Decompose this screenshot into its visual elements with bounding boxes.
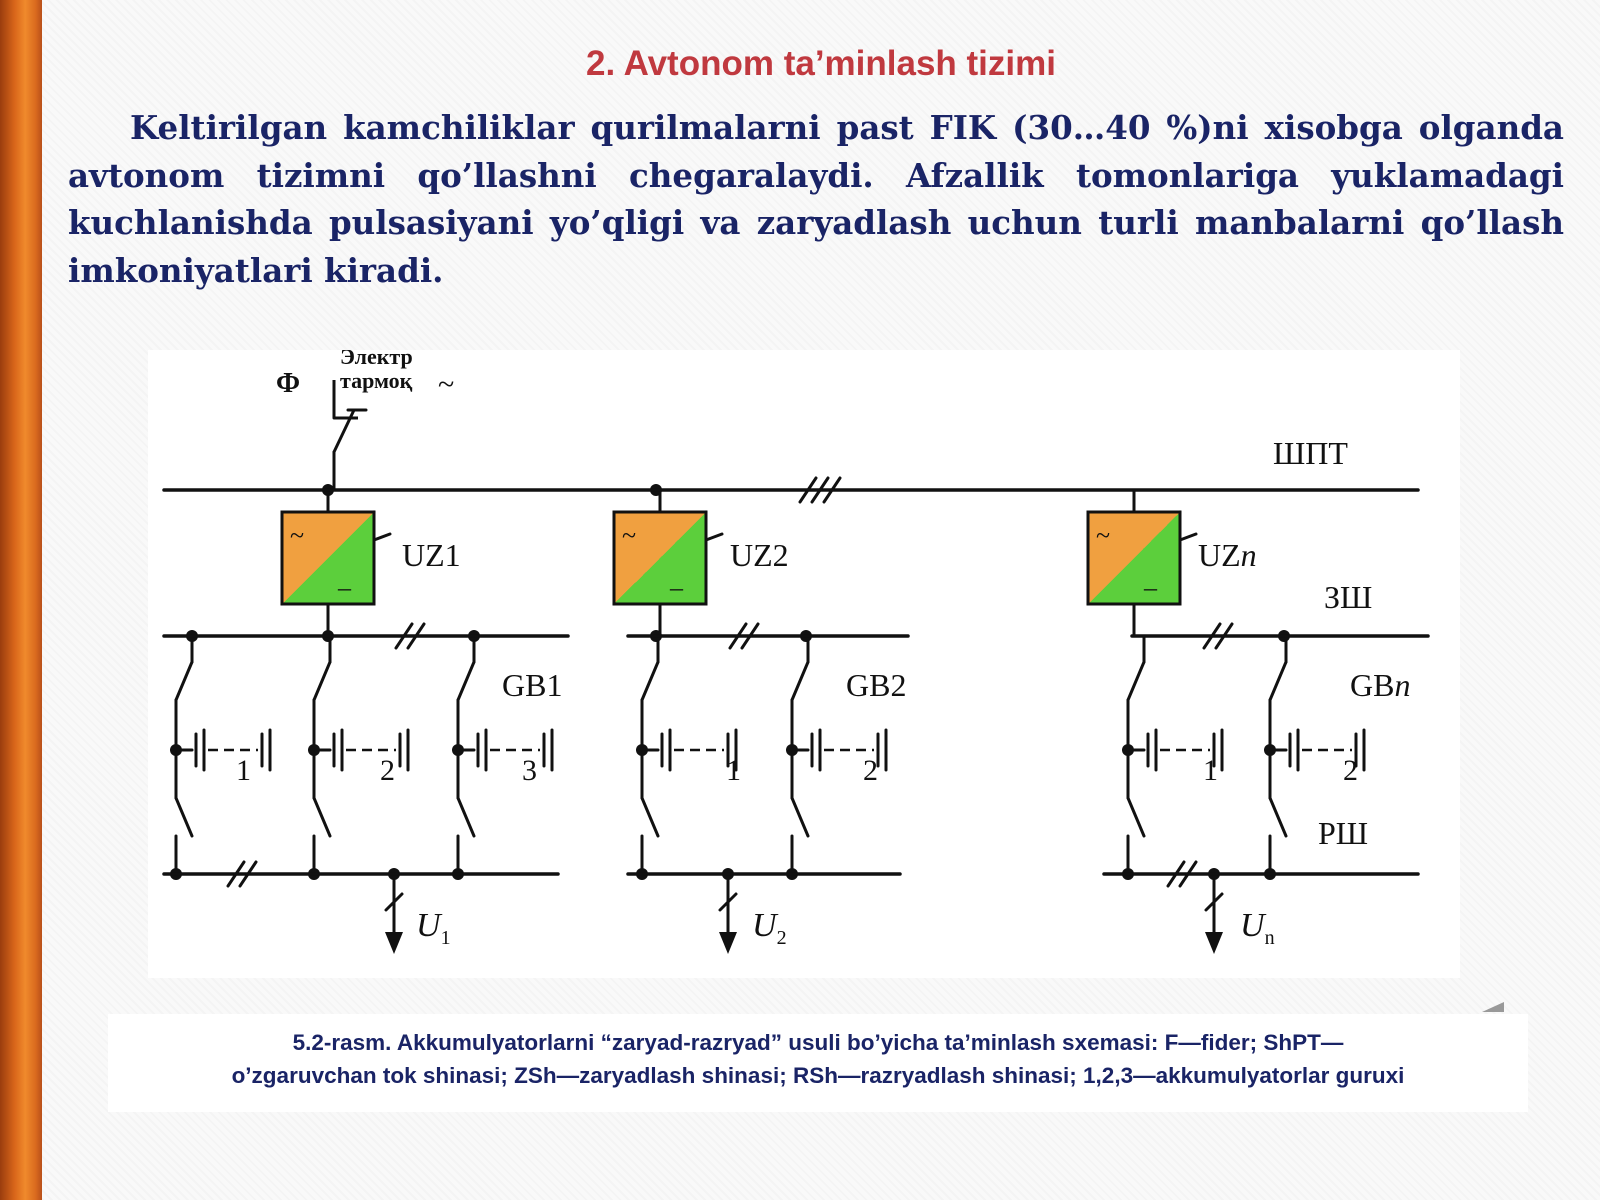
converter-ac-symbol-3: ~ bbox=[1096, 521, 1111, 550]
branch-3-2-lower-switch bbox=[1270, 798, 1286, 836]
converter-dc-symbol-2: – bbox=[670, 573, 683, 602]
battery-number-1-2: 2 bbox=[380, 754, 395, 787]
branch-1-2-upper-switch bbox=[314, 662, 330, 700]
output-label-2: $U_2$ bbox=[752, 907, 787, 949]
bus-discharge-label: РШ bbox=[1318, 815, 1369, 851]
battery-number-3-1: 1 bbox=[1203, 754, 1218, 787]
converter-label-1: UZ1 bbox=[402, 537, 461, 573]
branch-2-2-upper-switch bbox=[792, 662, 808, 700]
branch-1-1-lower-switch bbox=[176, 798, 192, 836]
converter-dc-symbol-3: – bbox=[1144, 573, 1157, 602]
battery-number-1-1: 1 bbox=[236, 754, 251, 787]
battery-number-1-3: 3 bbox=[522, 754, 537, 787]
converter-label-2: UZ2 bbox=[730, 537, 789, 573]
group-label-n: GBn bbox=[1350, 667, 1411, 703]
left-accent-bar bbox=[0, 0, 42, 1200]
bus-ac-label: ШПТ bbox=[1273, 435, 1348, 471]
converter-label-n: UZn bbox=[1198, 537, 1257, 573]
feeder-switch-blade bbox=[334, 410, 354, 452]
diagram-panel bbox=[148, 350, 1460, 978]
battery-number-3-2: 2 bbox=[1343, 754, 1358, 787]
converter-leader-2 bbox=[706, 534, 722, 540]
converter-ac-symbol-1: ~ bbox=[290, 521, 305, 550]
branch-3-1-lower-switch bbox=[1128, 798, 1144, 836]
circuit-diagram bbox=[148, 350, 1460, 978]
branch-1-3-lower-switch bbox=[458, 798, 474, 836]
group-label-2: GB2 bbox=[846, 667, 907, 703]
caption-line-2: o’zgaruvchan tok shinasi; ZSh—zaryadlash shinasi; RSh—razryadlash shinasi; 1,2,3—akkumulyatorlar guruxi bbox=[231, 1063, 1405, 1088]
branch-2-2-lower-switch bbox=[792, 798, 808, 836]
grid-label-line1: Электр bbox=[340, 350, 413, 369]
group-label-1: GB1 bbox=[502, 667, 563, 703]
grid-label-line2: тармоқ bbox=[340, 368, 413, 393]
ac-symbol: ~ bbox=[438, 368, 455, 401]
body-paragraph: Keltirilgan kamchiliklar qurilmalarni past FIK (30…40 %)ni xisobga olganda avtonom tizimni qo’llashni chegaralaydi. Afzallik tomonlariga yuklamadagi kuchlanishda pulsasiyani yo’qligi va zaryadlash uchun turli manbalarni qo’llash imkoniyatlari kiradi. bbox=[68, 108, 1564, 290]
battery-number-2-1: 1 bbox=[726, 754, 741, 787]
converter-ac-symbol-2: ~ bbox=[622, 521, 637, 550]
converter-dc-symbol-1: – bbox=[338, 573, 351, 602]
slide-title: 2. Avtonom ta’minlash tizimi bbox=[586, 44, 1056, 83]
output-label-1: $U_1$ bbox=[416, 907, 451, 949]
branch-2-1-lower-switch bbox=[642, 798, 658, 836]
figure-caption bbox=[108, 1026, 1528, 1092]
branch-1-3-upper-switch bbox=[458, 662, 474, 700]
output-label-n: $U_n$ bbox=[1240, 907, 1275, 949]
converter-leader-3 bbox=[1180, 534, 1196, 540]
bus-charge-label: ЗШ bbox=[1324, 579, 1373, 615]
branch-3-2-upper-switch bbox=[1270, 662, 1286, 700]
caption-line-1: 5.2-rasm. Akkumulyatorlarni “zaryad-razryad” usuli bo’yicha ta’minlash sxemasi: F—fider; ShPT— bbox=[292, 1030, 1344, 1055]
converter-leader-1 bbox=[374, 534, 390, 540]
feeder-label: Ф bbox=[276, 368, 301, 399]
battery-number-2-2: 2 bbox=[863, 754, 878, 787]
corner-mark bbox=[1482, 1002, 1504, 1012]
branch-2-1-upper-switch bbox=[642, 662, 658, 700]
caption-panel bbox=[108, 1014, 1528, 1112]
branch-1-1-upper-switch bbox=[176, 662, 192, 700]
branch-1-2-lower-switch bbox=[314, 798, 330, 836]
branch-3-1-upper-switch bbox=[1128, 662, 1144, 700]
